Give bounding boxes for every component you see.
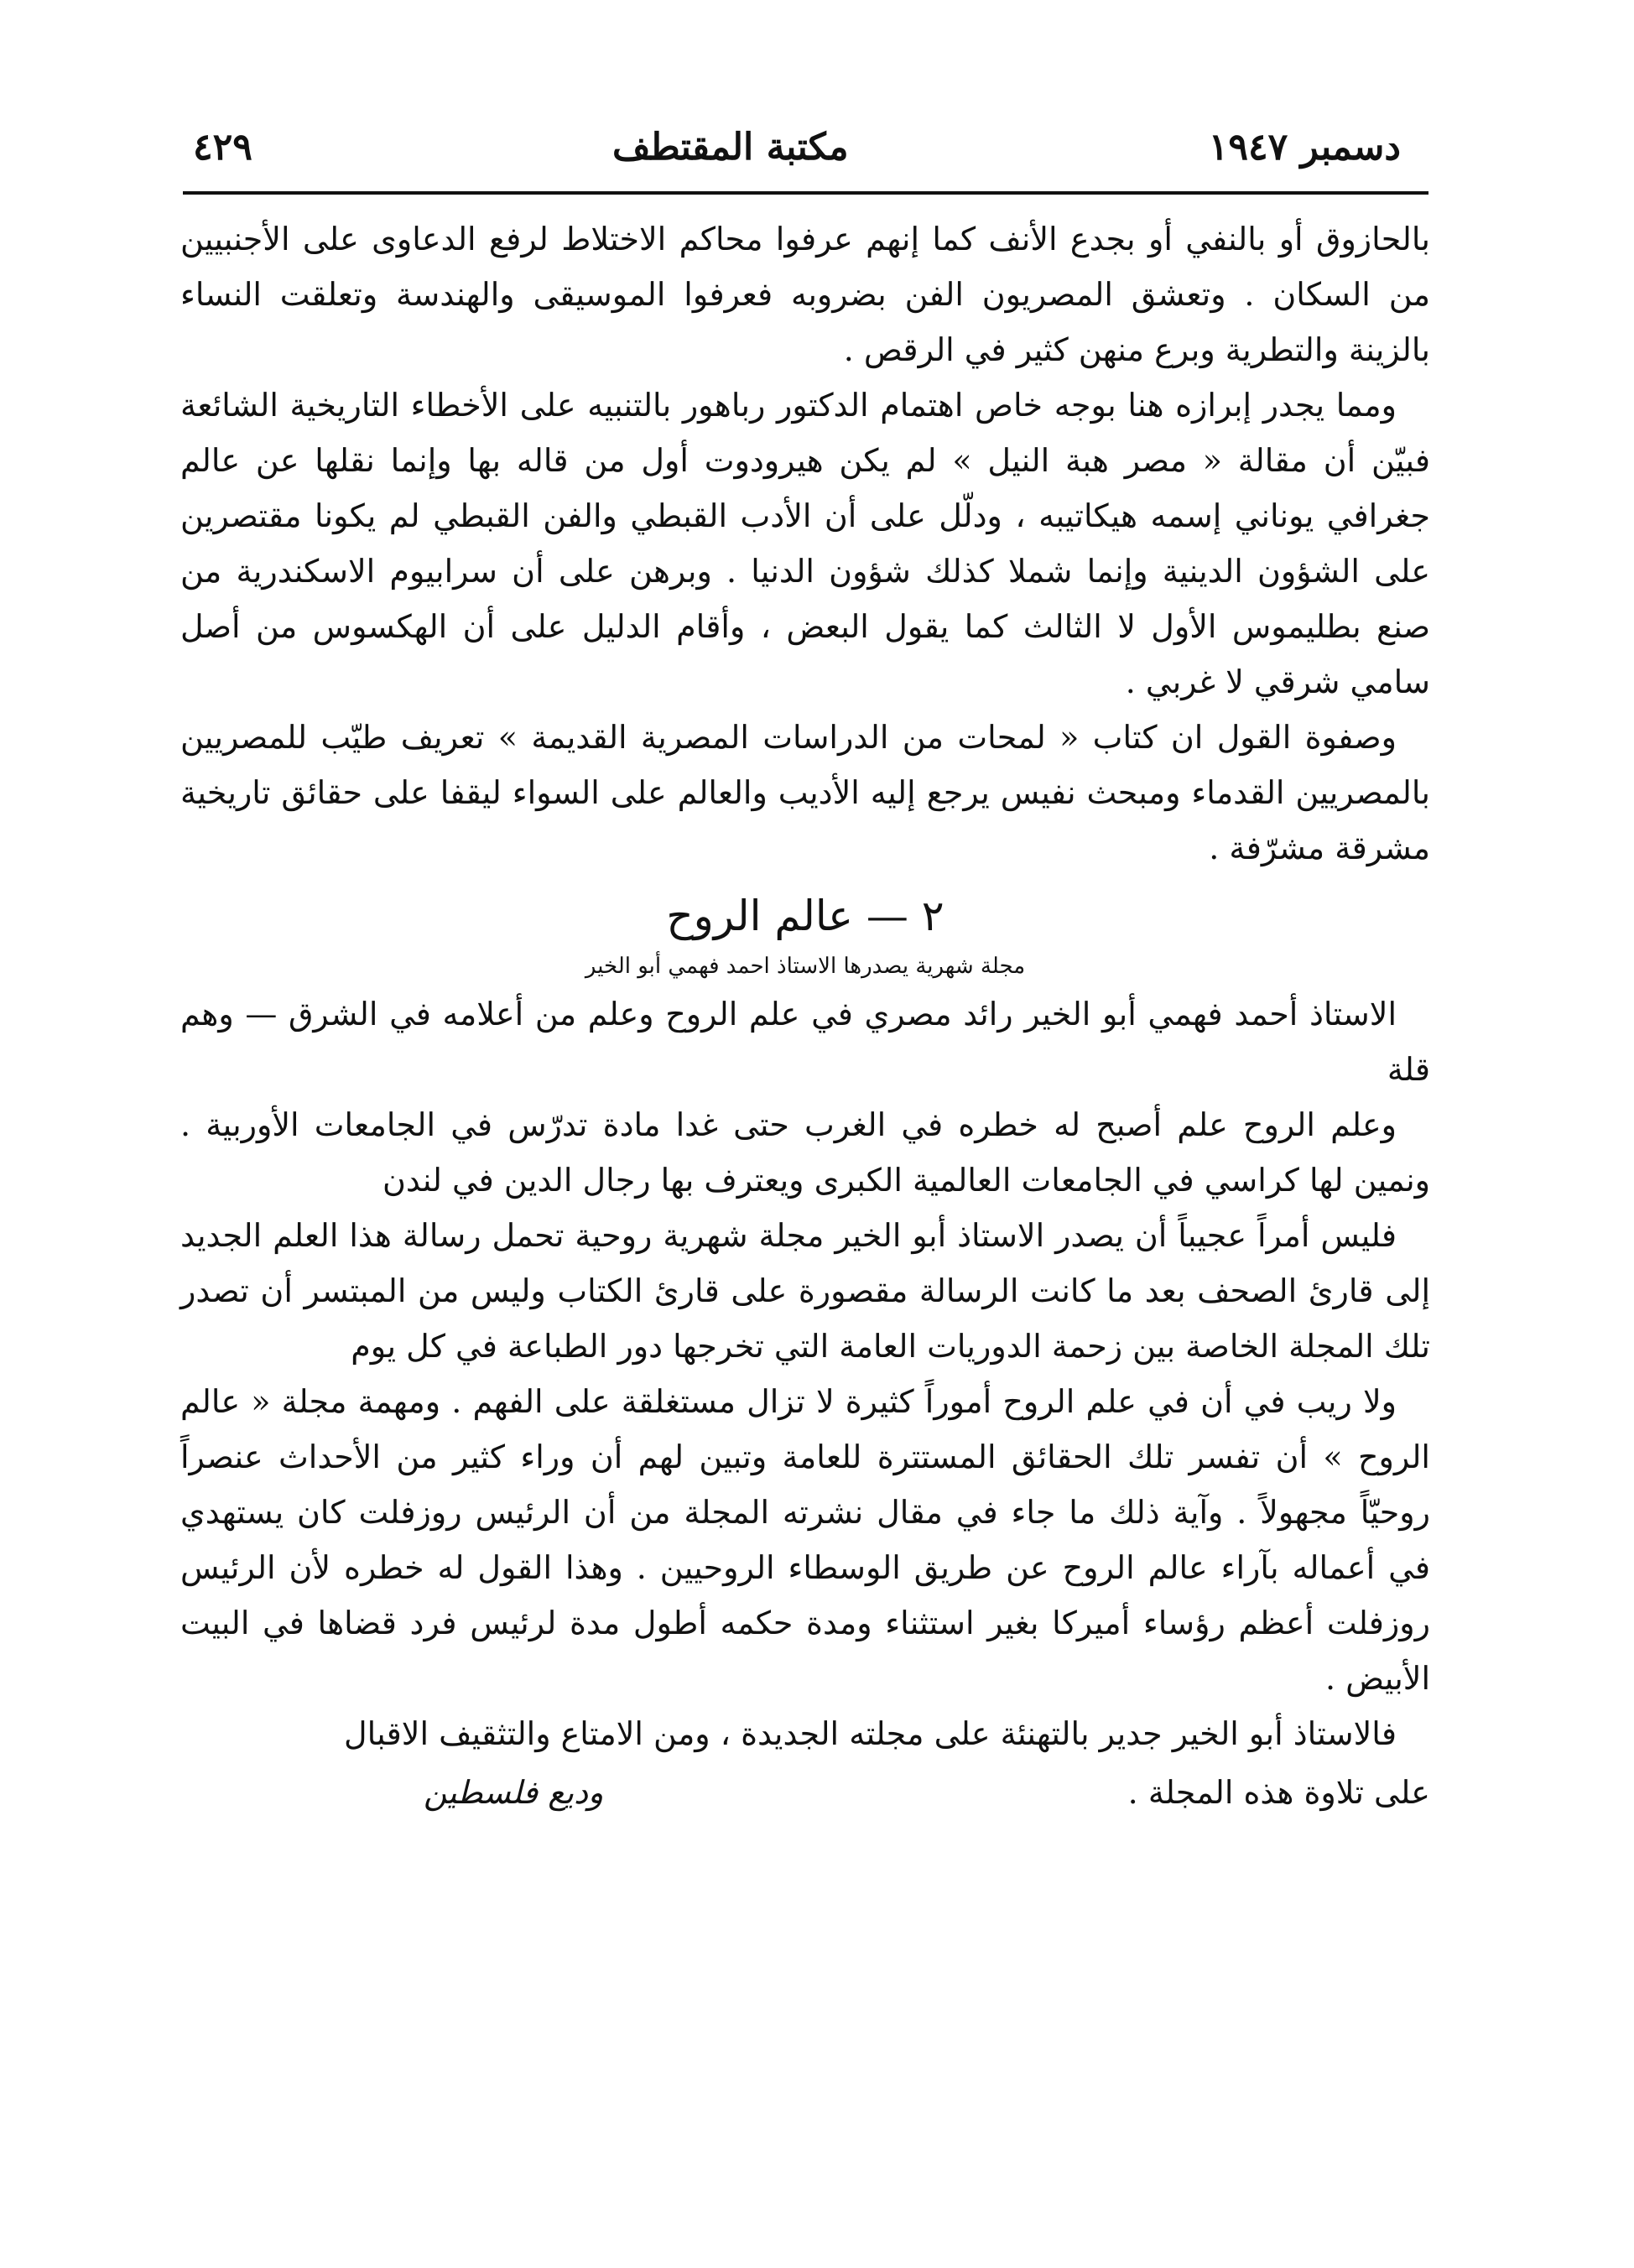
closing-paragraph: فالاستاذ أبو الخير جدير بالتهنئة على مجلته الجديدة ، ومن الامتاع والتثقيف الاقبال (343, 1715, 1397, 1752)
paragraph: الاستاذ أحمد فهمي أبو الخير رائد مصري في علم الروح وعلم من أعلامه في الشرق — وهم قلة (180, 996, 1430, 1088)
paragraph: وصفوة القول ان كتاب « لمحات من الدراسات المصرية القديمة » تعريف طيّب للمصريين بالمصريين القدماء ومبحث نفيس يرجع إليه الأديب والعالم على السواء ليقفا على حقائق تاريخية مشرقة مشرّفة . (180, 719, 1430, 866)
running-header (193, 113, 1401, 180)
paragraph: فليس أمراً عجيباً أن يصدر الاستاذ أبو الخير مجلة شهرية روحية تحمل رسالة هذا العلم الجديد إلى قارئ الصحف بعد ما كانت الرسالة مقصورة على قارئ الكتاب وليس من المبتسر أن تصدر تلك المجلة الخاصة بين زحمة الدوريات العامة التي تخرجها دور الطباعة في كل يوم (180, 1217, 1430, 1365)
paragraph: ومما يجدر إبرازه هنا بوجه خاص اهتمام الدكتور رباهور بالتنبيه على الأخطاء التاريخية الشائعة فبيّن أن مقالة « مصر هبة النيل » لم يكن هيرودوت أول من قاله بها وإنما نقلها عن عالم جغرافي يوناني إسمه هيكاتيبه ، ودلّل على أن الأدب القبطي والفن القبطي لم يكونا مقتصرين على الشؤون الدينية وإنما شملا كذلك شؤون الدنيا . وبرهن على أن سرابيوم الاسكندرية من صنع بطليموس الأول لا الثالث كما يقول البعض ، وأقام الدليل على أن الهكسوس من أصل سامي شرقي لا غربي . (180, 387, 1430, 700)
paragraph: وعلم الروح علم أصبح له خطره في الغرب حتى غدا مادة تدرّس في الجامعات الأوربية . ونمين لها كراسي في الجامعات العالمية الكبرى ويعترف بها رجال الدين في لندن (180, 1106, 1430, 1199)
paragraph: ولا ريب في أن في علم الروح أموراً كثيرة لا تزال مستغلقة على الفهم . ومهمة مجلة « عالم الروح » أن تفسر تلك الحقائق المستترة للعامة وتبين لهم أن وراء كثير من الأحداث عنصراً روحيّاً مجهولاً . وآية ذلك ما جاء في مقال نشرته المجلة من أن الرئيس روزفلت كان يستهدي في أعماله بآراء عالم الروح عن طريق الوسطاء الروحيين . وهذا القول له خطره لأن الرئيس روزفلت أعظم رؤساء أميركا بغير استثناء ومدة حكمه أطول مدة لرئيس فرد قضاها في البيت الأبيض . (180, 1383, 1430, 1697)
signature-line (180, 1765, 1430, 1820)
header-date: دسمبر ١٩٤٧ (1208, 125, 1401, 169)
section-title: ٢ — عالم الروح (666, 892, 944, 940)
author-signature: وديع فلسطين (424, 1774, 604, 1811)
page-number: ٤٢٩ (193, 125, 252, 169)
closing-last-line: على تلاوة هذه المجلة . (1127, 1774, 1430, 1811)
body-text (180, 211, 1430, 1820)
header-rule (183, 191, 1428, 195)
paragraph: بالحازوق أو بالنفي أو بجدع الأنف كما إنهم عرفوا محاكم الاختلاط لرفع الدعاوى على الأجنبيين من السكان . وتعشق المصريون الفن بضروبه فعرفوا الموسيقى والهندسة وتعلقت النساء بالزينة والتطرية وبرع منهن كثير في الرقص . (180, 221, 1430, 368)
header-section-title: مكتبة المقتطف (612, 125, 849, 169)
section-subtitle: مجلة شهرية يصدرها الاستاذ احمد فهمي أبو الخير (585, 954, 1026, 979)
